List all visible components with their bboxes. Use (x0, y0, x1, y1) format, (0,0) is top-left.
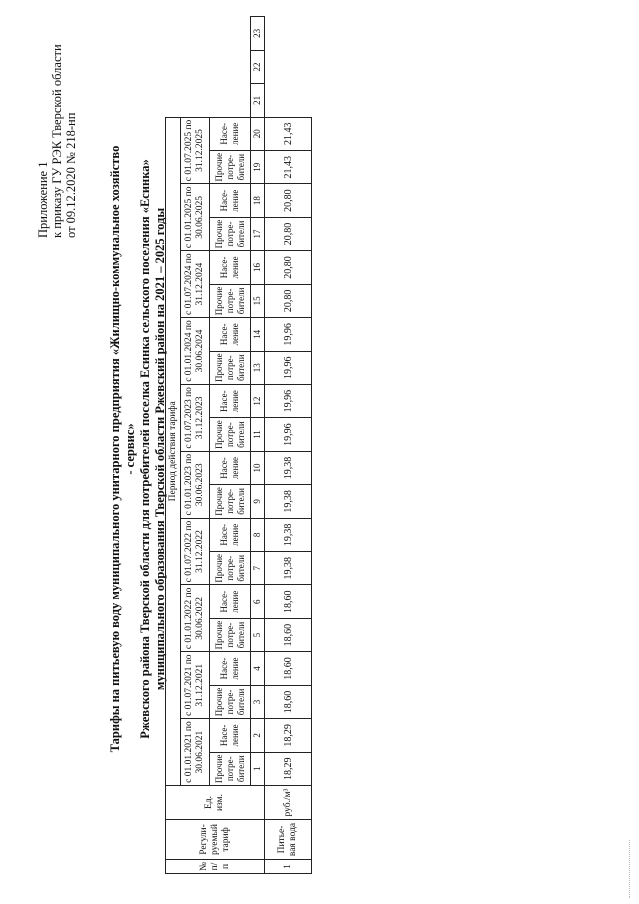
column-number: 21 (251, 84, 265, 117)
period-header: с 01.01.2025 по 30.06.2025 (181, 184, 210, 251)
period-header: с 01.07.2024 по 31.12.2024 (181, 251, 210, 318)
title-line-3: муниципального образования Тверской области Ржевский район на 2021 – 2025 годы (153, 207, 167, 691)
tariff-value-cell: 20,80 (265, 217, 312, 250)
subheader-population: Насе-ление (210, 117, 251, 150)
column-number: 23 (251, 17, 265, 51)
subheader-other-consumers: Прочие потре-бители (210, 418, 251, 451)
column-number: 5 (251, 618, 265, 651)
tariff-table (165, 16, 312, 874)
subheader-other-consumers: Прочие потре-бители (210, 284, 251, 317)
tariff-value-cell: 19,96 (265, 418, 312, 451)
title-line-1: Тарифы на питьевую воду муниципального унитарного предприятия «Жилищно-коммунальное хозяйство - сервис» (108, 145, 137, 753)
subheader-population: Насе-ление (210, 451, 251, 484)
column-number: 2 (251, 719, 265, 752)
tariff-value-cell: 19,38 (265, 451, 312, 484)
title-line-2: Ржевского района Тверской области для потребителей поселка Есинка сельского поселения «Есинка» (138, 159, 152, 739)
period-header: с 01.07.2022 по 31.12.2022 (181, 518, 210, 585)
column-number: 10 (251, 451, 265, 484)
document-title (108, 144, 168, 754)
subheader-population: Насе-ление (210, 184, 251, 217)
subheader-population: Насе-ление (210, 518, 251, 551)
subheader-row (210, 17, 251, 874)
column-number: 3 (251, 685, 265, 718)
table-row (265, 17, 312, 874)
column-number: 19 (251, 150, 265, 183)
tariff-value-cell: 20,80 (265, 251, 312, 284)
column-number: 22 (251, 50, 265, 83)
subheader-other-consumers: Прочие потре-бители (210, 752, 251, 785)
tariff-value-cell: 19,96 (265, 351, 312, 384)
column-number: 20 (251, 117, 265, 150)
subheader-other-consumers: Прочие потре-бители (210, 618, 251, 651)
tariff-value-cell: 18,60 (265, 685, 312, 718)
tariff-value-cell: 21,43 (265, 150, 312, 183)
periods-row (181, 17, 210, 874)
header-tariff: Регули-руемый тариф (166, 820, 265, 860)
tariff-value-cell: 19,38 (265, 485, 312, 518)
tariff-value-cell: 18,60 (265, 585, 312, 618)
period-header: с 01.01.2022 по 30.06.2022 (181, 585, 210, 652)
subheader-other-consumers: Прочие потре-бители (210, 685, 251, 718)
subheader-population: Насе-ление (210, 251, 251, 284)
tariff-value-cell: 18,60 (265, 618, 312, 651)
period-header: с 01.07.2025 по 31.12.2025 (181, 117, 210, 184)
tariff-value-cell: 19,96 (265, 384, 312, 417)
subheader-population: Насе-ление (210, 318, 251, 351)
column-number: 7 (251, 552, 265, 585)
header-period: Период действия тарифа (166, 117, 181, 785)
period-header: с 01.07.2021 по 31.12.2021 (181, 652, 210, 719)
tariff-value-cell: 18,29 (265, 752, 312, 785)
subheader-other-consumers: Прочие потре-бители (210, 217, 251, 250)
column-number: 8 (251, 518, 265, 551)
subheader-other-consumers: Прочие потре-бители (210, 150, 251, 183)
column-number: 11 (251, 418, 265, 451)
row-tariff: Питье-вая вода (265, 820, 312, 860)
row-no: 1 (265, 860, 312, 874)
column-number: 14 (251, 318, 265, 351)
column-number: 1 (251, 752, 265, 785)
appendix-line-3: от 09.12.2020 № 218-нп (64, 112, 78, 238)
column-number: 18 (251, 184, 265, 217)
subheader-other-consumers: Прочие потре-бители (210, 485, 251, 518)
column-number: 4 (251, 652, 265, 685)
tariff-value-cell: 19,96 (265, 318, 312, 351)
column-number: 12 (251, 384, 265, 417)
appendix-line-1: Приложение 1 (36, 161, 50, 238)
subheader-other-consumers: Прочие потре-бители (210, 552, 251, 585)
tariff-value-cell: 19,38 (265, 518, 312, 551)
tariff-value-cell: 18,60 (265, 652, 312, 685)
column-number: 6 (251, 585, 265, 618)
column-number: 16 (251, 251, 265, 284)
tariff-value-cell: 19,38 (265, 552, 312, 585)
tariff-value-cell: 18,29 (265, 719, 312, 752)
tariff-value-cell: 20,80 (265, 284, 312, 317)
subheader-population: Насе-ление (210, 585, 251, 618)
subheader-population: Насе-ление (210, 652, 251, 685)
subheader-population: Насе-ление (210, 719, 251, 752)
period-header: с 01.07.2023 по 31.12.2023 (181, 384, 210, 451)
subheader-other-consumers: Прочие потре-бители (210, 351, 251, 384)
period-header: с 01.01.2024 по 30.06.2024 (181, 318, 210, 385)
column-number: 15 (251, 284, 265, 317)
column-number: 9 (251, 485, 265, 518)
appendix-reference (36, 18, 78, 238)
column-number: 17 (251, 217, 265, 250)
period-header: с 01.01.2023 по 30.06.2023 (181, 451, 210, 518)
header-no: № п/п (166, 860, 265, 874)
column-number: 13 (251, 351, 265, 384)
appendix-line-2: к приказу ГУ РЭК Тверской области (50, 44, 64, 238)
tariff-value-cell: 21,43 (265, 117, 312, 150)
scan-mark (623, 840, 630, 898)
tariff-value-cell: 20,80 (265, 184, 312, 217)
header-unit: Ед. изм. (166, 786, 265, 820)
column-numbers-row (251, 17, 265, 874)
subheader-population: Насе-ление (210, 384, 251, 417)
row-unit: руб./м³ (265, 786, 312, 820)
period-header: с 01.01.2021 по 30.06.2021 (181, 719, 210, 786)
